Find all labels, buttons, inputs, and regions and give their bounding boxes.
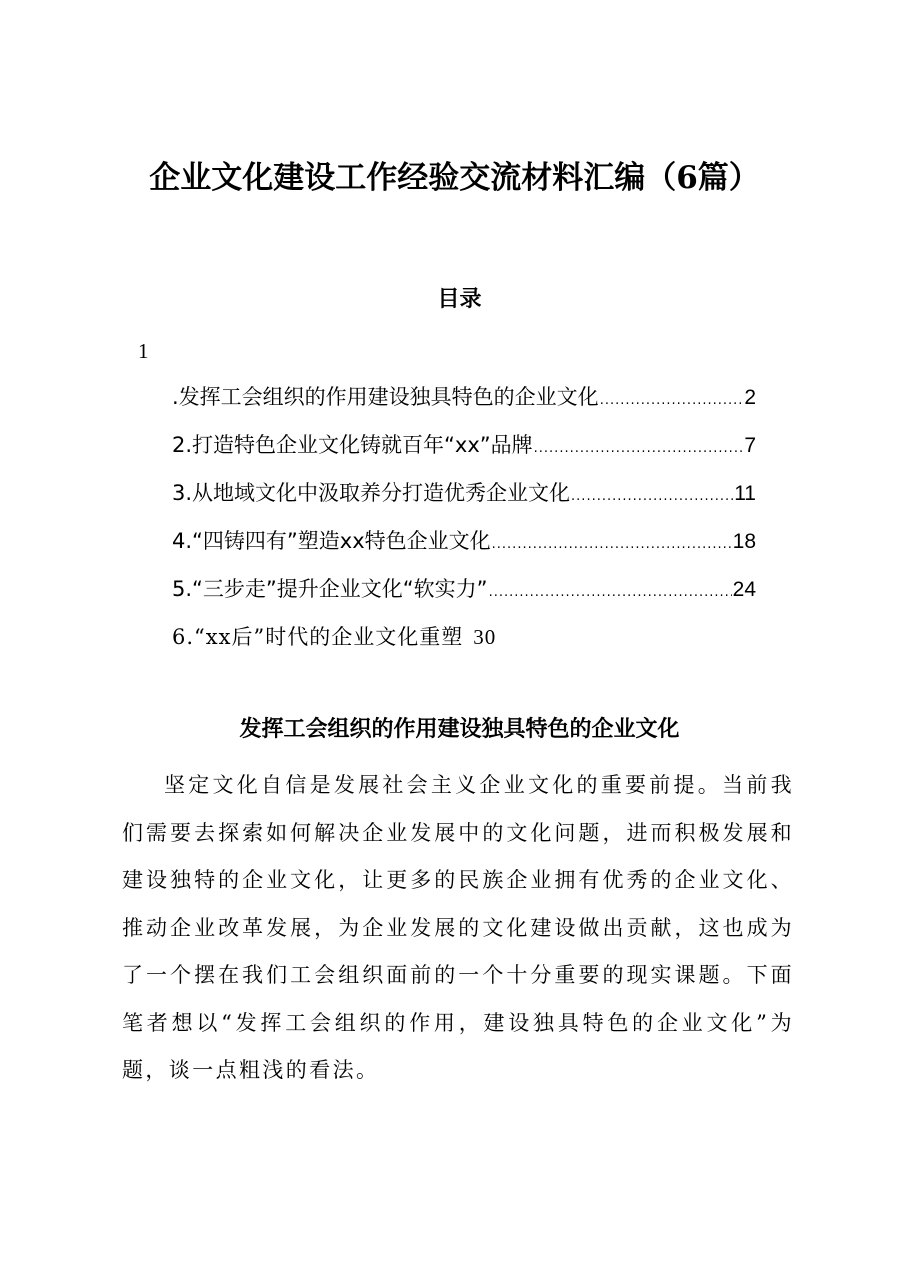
section-title: 发挥工会组织的作用建设独具特色的企业文化: [239, 716, 680, 742]
toc-leader-dots: [534, 433, 744, 465]
toc-entry-text: 6.“xx后”时代的企业文化重塑: [172, 625, 464, 649]
toc-entry-text: 5.“三步走”提升企业文化“软实力”: [172, 577, 488, 601]
toc-stray-number: 1: [138, 339, 149, 363]
toc-entry-text: .发挥工会组织的作用建设独具特色的企业文化: [172, 385, 599, 409]
toc-entry-text: 2.打造特色企业文化铸就百年“xx”品牌: [172, 433, 533, 457]
toc-leader-dots: [492, 529, 732, 561]
toc-entry-page: 24: [732, 578, 756, 601]
toc-entry-page: 11: [734, 482, 756, 505]
toc-entry[interactable]: [172, 381, 756, 429]
toc-entry[interactable]: [172, 573, 756, 621]
document-title: 企业文化建设工作经验交流材料汇编（6篇）: [149, 160, 760, 196]
toc-leader-dots: [600, 385, 744, 417]
toc-heading: 目录: [437, 286, 482, 312]
toc-entry-page: 18: [732, 530, 756, 553]
toc-leader-dots: [571, 481, 733, 513]
toc-leader-dots: [489, 577, 732, 609]
toc-entry-page: 2: [744, 386, 756, 409]
table-of-contents: [172, 381, 756, 669]
toc-entry[interactable]: [172, 525, 756, 573]
toc-entry-page: 7: [744, 434, 756, 457]
toc-entry[interactable]: [172, 621, 756, 669]
toc-entry-page: 30: [473, 625, 497, 649]
toc-entry-text: 4.“四铸四有”塑造xx特色企业文化: [172, 529, 491, 553]
toc-entry[interactable]: [172, 429, 756, 477]
toc-entry-text: 3.从地域文化中汲取养分打造优秀企业文化: [172, 481, 571, 505]
toc-entry[interactable]: [172, 477, 756, 525]
body-paragraph: 坚定文化自信是发展社会主义企业文化的重要前提。当前我们需要去探索如何解决企业发展中的文化问题，进而积极发展和建设独特的企业文化，让更多的民族企业拥有优秀的企业文化、推动企业改革发展，为企业发展的文化建设做出贡献，这也成为了一个摆在我们工会组织面前的一个十分重要的现实课题。下面笔者想以“发挥工会组织的作用，建设独具特色的企业文化”为题，谈一点粗浅的看法。: [122, 773, 794, 1082]
